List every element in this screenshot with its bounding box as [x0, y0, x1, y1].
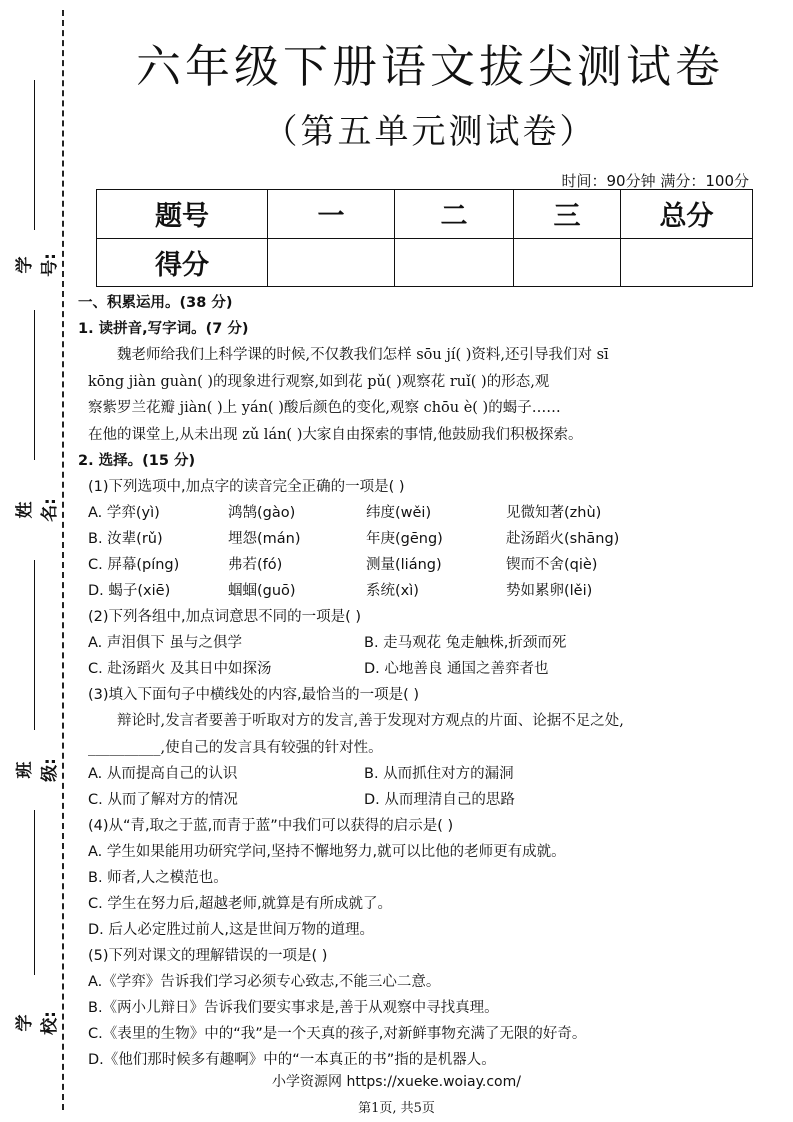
option-cell: 蝈蝈(guō)	[228, 583, 296, 599]
option-cell: B. 从而抓住对方的漏洞	[364, 766, 514, 782]
option-cell: A. 学弈(yì)	[88, 505, 160, 521]
question-2	[78, 448, 758, 1073]
score-cell[interactable]	[621, 238, 753, 287]
student-no-field[interactable]	[12, 80, 60, 290]
school-field[interactable]	[12, 810, 60, 1035]
score-cell[interactable]	[514, 238, 621, 287]
page-subtitle: （第五单元测试卷）	[263, 112, 597, 152]
passage-text: __________,使自己的发言具有较强的针对性。	[88, 739, 383, 756]
question-1-title: 1. 读拼音,写字词。(7 分)	[78, 321, 249, 337]
score-cell[interactable]	[268, 238, 395, 287]
subquestion-stem: (2)下列各组中,加点词意思不同的一项是( )	[88, 609, 362, 625]
binding-margin	[0, 0, 62, 1122]
option-cell: D. 心地善良 通国之善弈者也	[364, 661, 549, 677]
score-header-cell: 三	[514, 190, 621, 239]
student-no-label: 学号:	[15, 253, 60, 277]
option-cell: 测量(liáng)	[366, 557, 442, 573]
section-title: 一、积累运用。(38 分)	[78, 295, 233, 311]
question-2-title: 2. 选择。(15 分)	[78, 453, 196, 469]
option-cell: 弗若(fó)	[228, 557, 283, 573]
option-cell: B. 汝辈(rǔ)	[88, 531, 163, 547]
option-cell: 鸿鹄(gào)	[228, 505, 296, 521]
option-line[interactable]: C. 学生在努力后,超越老师,就算是有所成就了。	[88, 896, 393, 912]
score-table-header-row	[97, 190, 753, 239]
option-line[interactable]: B.《两小儿辩日》告诉我们要实事求是,善于从观察中寻找真理。	[88, 1000, 499, 1016]
option-cell: 势如累卵(lěi)	[506, 583, 593, 599]
score-header-cell: 一	[268, 190, 395, 239]
name-line	[34, 310, 35, 460]
option-row[interactable]	[78, 787, 758, 813]
page-title: 六年级下册语文拔尖测试卷	[135, 40, 724, 93]
score-table	[96, 189, 753, 287]
watermark-footer: 小学资源网 https://xueke.woiay.com/	[272, 1074, 521, 1090]
school-label: 学校:	[15, 1011, 60, 1035]
option-row[interactable]	[78, 578, 758, 604]
option-cell: 纬度(wěi)	[366, 505, 432, 521]
option-cell: C. 从而了解对方的情况	[88, 792, 238, 808]
subquestion-stem: (5)下列对课文的理解错误的一项是( )	[88, 948, 328, 964]
option-line[interactable]: A.《学弈》告诉我们学习必须专心致志,不能三心二意。	[88, 974, 441, 990]
pinyin-line: 在他的课堂上,从未出现 zǔ lán( )大家自由探索的事情,他鼓励我们积极探索。	[88, 426, 583, 443]
question-1	[78, 316, 758, 448]
score-cell[interactable]	[395, 238, 514, 287]
option-cell: 见微知著(zhù)	[506, 505, 602, 521]
option-cell: C. 赴汤蹈火 及其日中如探汤	[88, 661, 272, 677]
binding-dashed-line	[62, 10, 64, 1110]
option-cell: 锲而不舍(qiè)	[506, 557, 598, 573]
subquestion-stem: (3)填入下面句子中横线处的内容,最恰当的一项是( )	[88, 687, 420, 703]
option-cell: D. 从而理清自己的思路	[364, 792, 515, 808]
option-cell: C. 屏幕(píng)	[88, 557, 180, 573]
exam-content	[78, 290, 758, 1073]
pinyin-line: 魏老师给我们上科学课的时候,不仅教我们怎样 sōu jí( )资料,还引导我们对 sī	[117, 347, 609, 363]
option-line[interactable]: A. 学生如果能用功研究学问,坚持不懈地努力,就可以比他的老师更有成就。	[88, 844, 566, 860]
class-field[interactable]	[12, 560, 60, 790]
class-label: 班级:	[15, 758, 60, 782]
option-row[interactable]	[78, 552, 758, 578]
student-no-line	[34, 80, 35, 230]
option-cell: 埋怨(mán)	[228, 531, 301, 547]
option-row[interactable]	[78, 526, 758, 552]
school-line	[34, 810, 35, 975]
score-header-cell: 二	[395, 190, 514, 239]
class-line	[34, 560, 35, 730]
score-row-label: 得分	[97, 238, 268, 287]
option-cell: A. 从而提高自己的认识	[88, 766, 238, 782]
option-cell: D. 蝎子(xiē)	[88, 583, 171, 599]
option-line[interactable]: C.《表里的生物》中的“我”是一个天真的孩子,对新鲜事物充满了无限的好奇。	[88, 1026, 587, 1042]
option-row[interactable]	[78, 630, 758, 656]
name-field[interactable]	[12, 310, 60, 522]
score-header-cell: 总分	[621, 190, 753, 239]
pinyin-line: kōng jiàn guàn( )的现象进行观察,如到花 pǔ( )观察花 ruǐ( )的形态,观	[88, 373, 550, 390]
time-info: 时间：90分钟 满分：100分	[561, 172, 749, 190]
name-label: 姓名:	[15, 498, 60, 522]
passage-text: 辩论时,发言者要善于听取对方的发言,善于发现对方观点的片面、论据不足之处,	[117, 713, 624, 729]
pinyin-line: 察紫罗兰花瓣 jiàn( )上 yán( )酸后颜色的变化,观察 chōu è( )的蝎子……	[88, 400, 561, 416]
option-cell: 系统(xì)	[366, 583, 419, 599]
option-cell: 赴汤蹈火(shāng)	[506, 531, 620, 547]
subquestion-stem: (1)下列选项中,加点字的读音完全正确的一项是( )	[88, 479, 405, 495]
option-line[interactable]: D.《他们那时候多有趣啊》中的“一本真正的书”指的是机器人。	[88, 1052, 496, 1068]
option-row[interactable]	[78, 500, 758, 526]
option-row[interactable]	[78, 761, 758, 787]
subquestion-stem: (4)从“青,取之于蓝,而青于蓝”中我们可以获得的启示是( )	[88, 818, 454, 834]
page-number: 第1页, 共5页	[358, 1101, 435, 1116]
option-line[interactable]: B. 师者,人之模范也。	[88, 870, 228, 886]
option-cell: 年庚(gēng)	[366, 531, 443, 547]
option-row[interactable]	[78, 656, 758, 682]
score-table-score-row	[97, 238, 753, 287]
option-cell: A. 声泪俱下 虽与之俱学	[88, 635, 242, 651]
option-cell: B. 走马观花 兔走触株,折颈而死	[364, 635, 567, 651]
score-header-cell: 题号	[97, 190, 268, 239]
option-line[interactable]: D. 后人必定胜过前人,这是世间万物的道理。	[88, 922, 374, 938]
